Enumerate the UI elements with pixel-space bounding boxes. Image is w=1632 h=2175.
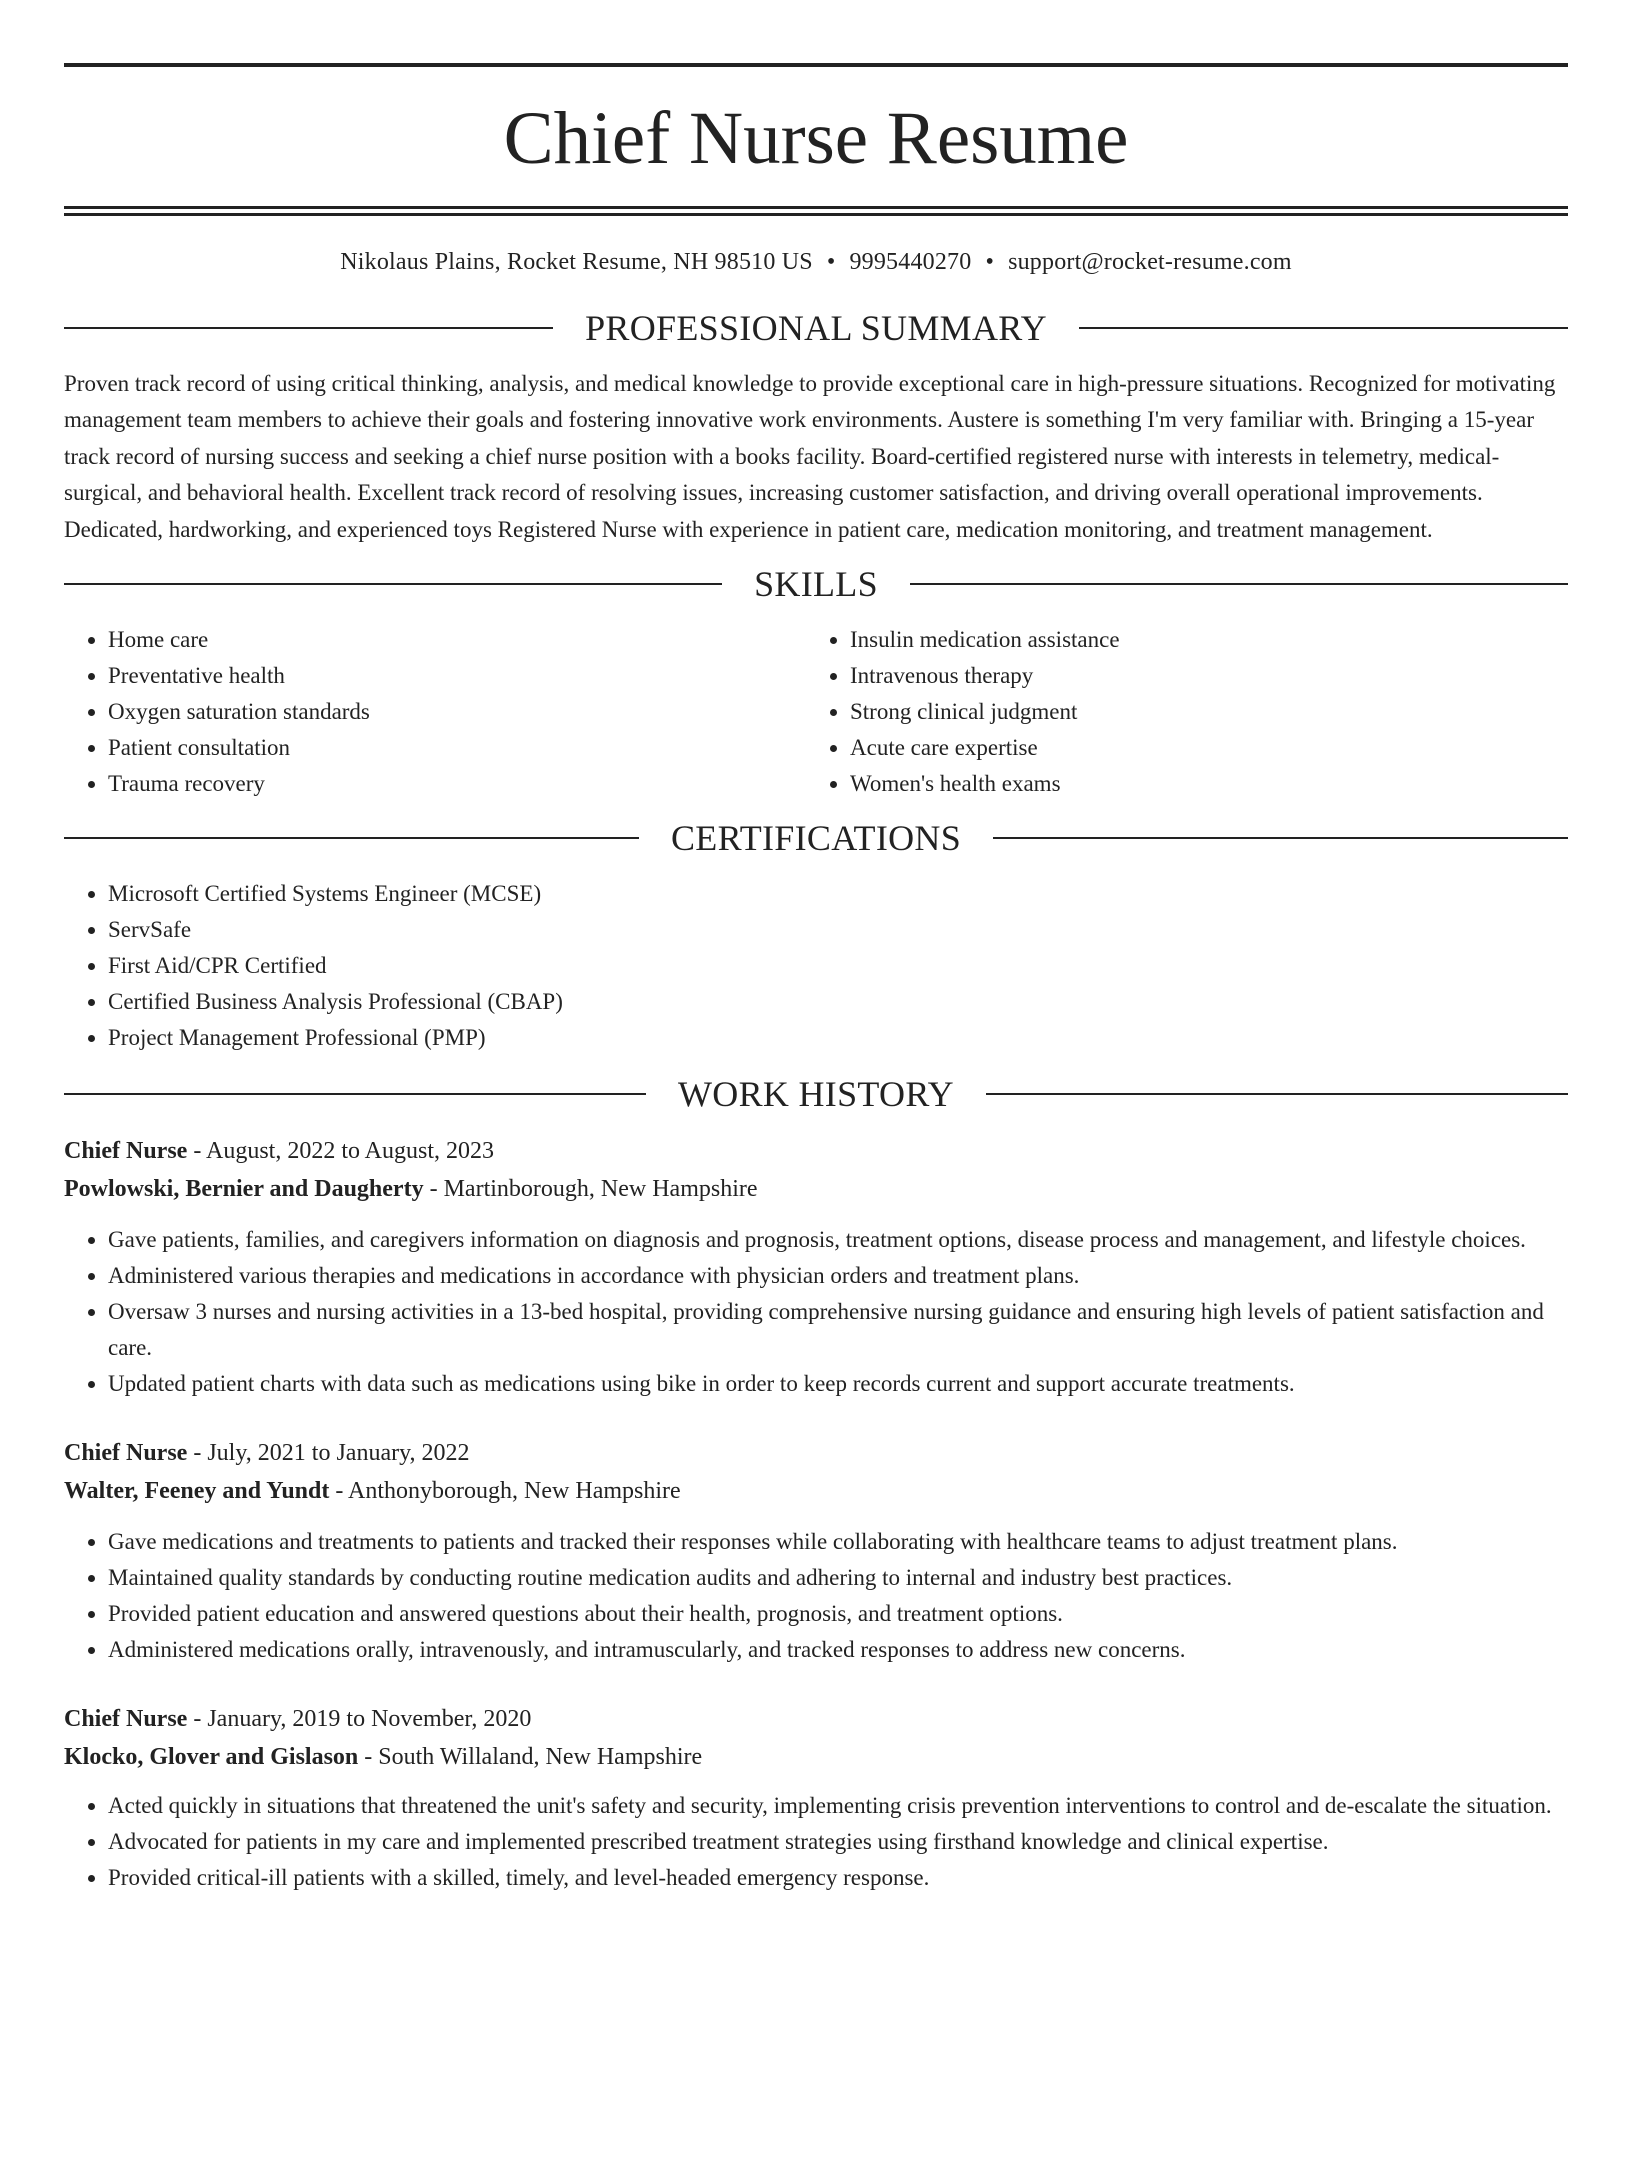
contact-separator: • <box>826 249 836 275</box>
job-dates: August, 2022 to August, 2023 <box>206 1138 495 1165</box>
job-duty: • Provided critical-ill patients with a skilled, timely, and level-headed emergency response. <box>108 1860 1568 1896</box>
job-company: Walter, Feeney and Yundt <box>64 1478 330 1505</box>
skill-item: • Insulin medication assistance <box>850 622 1548 658</box>
skills-column-left <box>64 622 806 802</box>
page-title: Chief Nurse Resume <box>503 97 1129 180</box>
job-dates: January, 2019 to November, 2020 <box>207 1706 532 1733</box>
job-duty: • Updated patient charts with data such as medications using bike in order to keep records current and support accurate treatments. <box>108 1366 1568 1402</box>
job-company-line: Klocko, Glover and Gislason - South Willaland, New Hampshire <box>64 1744 703 1771</box>
certifications-section-header <box>64 818 1568 859</box>
job-duties-list <box>64 1524 1568 1668</box>
skill-item: • Strong clinical judgment <box>850 694 1548 730</box>
section-rule-left <box>64 583 722 585</box>
section-rule-right <box>986 1093 1568 1095</box>
skills-column-right <box>806 622 1548 802</box>
certifications-list <box>64 876 1568 1056</box>
job-company: Powlowski, Bernier and Daugherty <box>64 1176 424 1203</box>
section-heading: SKILLS <box>754 564 878 605</box>
job-entry <box>64 1132 1568 1402</box>
section-rule-right <box>993 837 1568 839</box>
skill-item: • Oxygen saturation standards <box>108 694 806 730</box>
contact-phone: 9995440270 <box>849 249 972 275</box>
job-title: Chief Nurse <box>64 1440 188 1467</box>
skills-section-header <box>64 564 1568 605</box>
job-duty: • Advocated for patients in my care and implemented prescribed treatment strategies using firsthand knowledge and clinical expertise. <box>108 1824 1568 1860</box>
contact-address: Nikolaus Plains, Rocket Resume, NH 98510 US <box>340 249 813 275</box>
certification-item: • ServSafe <box>108 912 1568 948</box>
job-title-line: Chief Nurse - January, 2019 to November, 2020 <box>64 1706 532 1733</box>
job-title-line: Chief Nurse - July, 2021 to January, 2022 <box>64 1440 470 1467</box>
certification-item: • Project Management Professional (PMP) <box>108 1020 1568 1056</box>
job-duty: • Gave medications and treatments to patients and tracked their responses while collaborating with healthcare teams to adjust treatment plans. <box>108 1524 1568 1560</box>
job-location: Anthonyborough, New Hampshire <box>348 1478 681 1505</box>
section-rule-right <box>910 583 1568 585</box>
job-location: Martinborough, New Hampshire <box>443 1176 758 1203</box>
skill-item: • Patient consultation <box>108 730 806 766</box>
skills-list <box>64 622 1568 802</box>
section-rule-right <box>1079 327 1568 329</box>
job-company-line: Powlowski, Bernier and Daugherty - Martinborough, New Hampshire <box>64 1176 758 1203</box>
job-duties-list <box>64 1788 1568 1896</box>
certification-item: • Certified Business Analysis Professional (CBAP) <box>108 984 1568 1020</box>
job-location: South Willaland, New Hampshire <box>378 1744 703 1771</box>
skill-item: • Preventative health <box>108 658 806 694</box>
skill-item: • Home care <box>108 622 806 658</box>
section-heading: WORK HISTORY <box>678 1074 954 1115</box>
certification-item: • Microsoft Certified Systems Engineer (MCSE) <box>108 876 1568 912</box>
certification-item: • First Aid/CPR Certified <box>108 948 1568 984</box>
work-history-section-header <box>64 1074 1568 1115</box>
job-company: Klocko, Glover and Gislason <box>64 1744 359 1771</box>
skill-item: • Acute care expertise <box>850 730 1548 766</box>
section-heading: CERTIFICATIONS <box>670 818 962 859</box>
section-rule-left <box>64 837 639 839</box>
section-heading: PROFESSIONAL SUMMARY <box>585 307 1047 348</box>
resume-page <box>0 63 1632 2175</box>
summary-text: Proven track record of using critical thinking, analysis, and medical knowledge to provide exceptional care in high-pressure situations. Recognized for motivating management team members to achieve their goals and fostering innovative work environments. Austere is something I'm very familiar with. Bringing a 15-year track record of nursing success and seeking a chief nurse position with a books facility. Board-certified registered nurse with interests in telemetry, medical-surgical, and behavioral health. Excellent track record of resolving issues, increasing customer satisfaction, and driving overall operational improvements. Dedicated, hardworking, and experienced toys Registered Nurse with experience in patient care, medication monitoring, and treatment management. <box>64 370 1556 542</box>
job-company-line: Walter, Feeney and Yundt - Anthonyborough, New Hampshire <box>64 1478 681 1505</box>
job-duty: • Oversaw 3 nurses and nursing activities in a 13-bed hospital, providing comprehensive nursing guidance and ensuring high levels of patient satisfaction and care. <box>108 1294 1568 1366</box>
job-duty: • Maintained quality standards by conducting routine medication audits and adhering to internal and industry best practices. <box>108 1560 1568 1596</box>
contact-email: support@rocket-resume.com <box>1008 249 1292 275</box>
job-duty: • Acted quickly in situations that threatened the unit's safety and security, implementing crisis prevention interventions to control and de-escalate the situation. <box>108 1788 1568 1824</box>
job-dates: July, 2021 to January, 2022 <box>207 1440 470 1467</box>
contact-line <box>64 248 1568 277</box>
job-title: Chief Nurse <box>64 1706 188 1733</box>
section-rule-left <box>64 327 553 329</box>
job-duty: • Administered medications orally, intravenously, and intramuscularly, and tracked responses to address new concerns. <box>108 1632 1568 1668</box>
job-duty: • Provided patient education and answered questions about their health, prognosis, and treatment options. <box>108 1596 1568 1632</box>
job-entry <box>64 1434 1568 1668</box>
section-rule-left <box>64 1093 646 1095</box>
job-duties-list <box>64 1222 1568 1402</box>
job-title-line: Chief Nurse - August, 2022 to August, 2023 <box>64 1138 495 1165</box>
top-rule <box>64 63 1568 67</box>
job-entry <box>64 1700 1568 1896</box>
skill-item: • Women's health exams <box>850 766 1548 802</box>
job-duty: • Gave patients, families, and caregivers information on diagnosis and prognosis, treatment options, disease process and management, and lifestyle choices. <box>108 1222 1568 1258</box>
summary-section-header <box>64 307 1568 348</box>
skill-item: • Trauma recovery <box>108 766 806 802</box>
job-duty: • Administered various therapies and medications in accordance with physician orders and treatment plans. <box>108 1258 1568 1294</box>
job-title: Chief Nurse <box>64 1138 188 1165</box>
skill-item: • Intravenous therapy <box>850 658 1548 694</box>
title-double-rule <box>64 206 1568 216</box>
contact-separator: • <box>985 249 995 275</box>
